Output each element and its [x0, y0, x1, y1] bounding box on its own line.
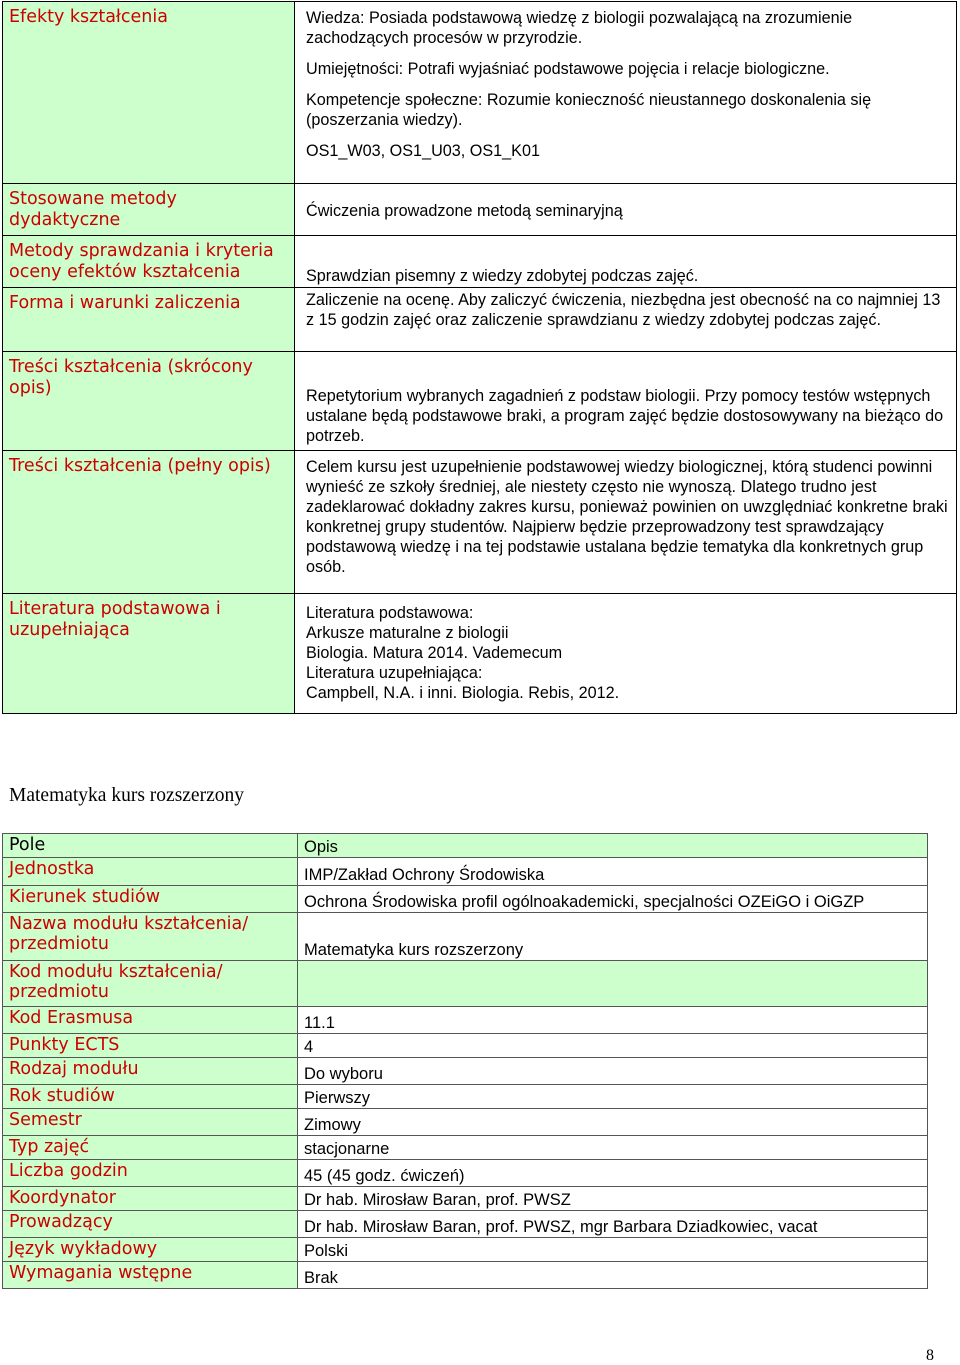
value-line: Kompetencje społeczne: Rozumie konieczność nieustannego doskonalenia się (poszerzania wiedzy). [306, 91, 872, 129]
course-details-table [2, 1, 957, 714]
table-row [3, 1160, 928, 1187]
value-line: Literatura podstawowa: [306, 604, 474, 622]
table-row [3, 288, 957, 352]
row-label: Wymagania wstępne [3, 1262, 298, 1289]
table-row [3, 961, 928, 1007]
row-value: Ochrona Środowiska profil ogólnoakademicki, specjalności OZEiGO i OiGZP [298, 886, 928, 913]
table-row [3, 1136, 928, 1160]
table-row [3, 594, 957, 714]
row-value [295, 288, 957, 352]
table-row [3, 1262, 928, 1289]
row-value: stacjonarne [298, 1136, 928, 1160]
row-value: IMP/Zakład Ochrony Środowiska [298, 858, 928, 886]
row-label: Nazwa modułu kształcenia/ przedmiotu [3, 913, 298, 961]
page-number: 8 [926, 1347, 934, 1364]
row-label: Język wykładowy [3, 1238, 298, 1262]
row-label: Prowadzący [3, 1211, 298, 1238]
value-line: Arkusze maturalne z biologii [306, 624, 509, 642]
row-label: Kierunek studiów [3, 886, 298, 913]
row-label: Stosowane metody dydaktyczne [3, 184, 295, 236]
table-row [3, 1085, 928, 1109]
row-label: Metody sprawdzania i kryteria oceny efektów kształcenia [3, 236, 295, 288]
value-line: Ćwiczenia prowadzone metodą seminaryjną [306, 201, 623, 220]
row-value: 11.1 [298, 1007, 928, 1034]
row-value: 4 [298, 1034, 928, 1058]
value-line: Umiejętności: Potrafi wyjaśniać podstawowe pojęcia i relacje biologiczne. [306, 60, 830, 78]
table-row [3, 352, 957, 451]
row-value [298, 961, 928, 1007]
row-value: Brak [298, 1262, 928, 1289]
row-value: Do wyboru [298, 1058, 928, 1085]
value-line: Zaliczenie na ocenę. Aby zaliczyć ćwiczenia, niezbędna jest obecność na co najmniej 13 z 15 godzin zajęć oraz zaliczenie sprawdzianu z wiedzy zdobytej podczas zajęć. [306, 291, 941, 329]
row-label: Typ zajęć [3, 1136, 298, 1160]
table-row [3, 1109, 928, 1136]
table-row [3, 2, 957, 184]
row-label: Efekty kształcenia [3, 2, 295, 184]
table-row [3, 1007, 928, 1034]
table-row [3, 236, 957, 288]
row-label: Koordynator [3, 1187, 298, 1211]
row-value [295, 2, 957, 184]
row-value: Zimowy [298, 1109, 928, 1136]
header-label: Pole [3, 834, 298, 858]
row-value [295, 352, 957, 451]
value-line: Campbell, N.A. i inni. Biologia. Rebis, 2012. [306, 684, 620, 702]
row-value: Polski [298, 1238, 928, 1262]
row-label: Liczba godzin [3, 1160, 298, 1187]
table-row [3, 1238, 928, 1262]
table-row [3, 1211, 928, 1238]
row-value: Pierwszy [298, 1085, 928, 1109]
value-line: Wiedza: Posiada podstawową wiedzę z biologii pozwalającą na zrozumienie zachodzących procesów w przyrodzie. [306, 9, 853, 47]
row-label: Semestr [3, 1109, 298, 1136]
table-row [3, 1058, 928, 1085]
row-value [295, 236, 957, 288]
row-label: Treści kształcenia (skrócony opis) [3, 352, 295, 451]
table-row [3, 1187, 928, 1211]
row-value: 45 (45 godz. ćwiczeń) [298, 1160, 928, 1187]
value-line: Celem kursu jest uzupełnienie podstawowej wiedzy biologicznej, którą studenci powinni wynieść ze szkoły średniej, ale niestety często nie wynoszą. Dlatego trudno jest zadeklarować dokładny zakres kursu, ponieważ powinien on uwzględniać konkretne braki konkretnej grupy studentów. Najpierw będzie przeprowadzony test sprawdzający podstawową wiedzę i na tej podstawie ustalana będzie tematyka dla konkretnych grup osób. [306, 458, 948, 576]
table-row [3, 858, 928, 886]
row-label: Kod modułu kształcenia/ przedmiotu [3, 961, 298, 1007]
row-value: Dr hab. Mirosław Baran, prof. PWSZ [298, 1187, 928, 1211]
table-row [3, 184, 957, 236]
row-label: Treści kształcenia (pełny opis) [3, 451, 295, 594]
row-value [295, 184, 957, 236]
row-label: Literatura podstawowa i uzupełniająca [3, 594, 295, 714]
value-line: Sprawdzian pisemny z wiedzy zdobytej podczas zajęć. [306, 267, 699, 285]
row-label: Rok studiów [3, 1085, 298, 1109]
header-value: Opis [298, 834, 928, 858]
row-value: Matematyka kurs rozszerzony [298, 913, 928, 961]
table-row [3, 451, 957, 594]
row-label: Punkty ECTS [3, 1034, 298, 1058]
table-row [3, 886, 928, 913]
value-line: OS1_W03, OS1_U03, OS1_K01 [306, 142, 540, 160]
row-label: Jednostka [3, 858, 298, 886]
table-header-row [3, 834, 928, 858]
row-label: Forma i warunki zaliczenia [3, 288, 295, 352]
value-line: Biologia. Matura 2014. Vademecum [306, 644, 563, 662]
row-value: Dr hab. Mirosław Baran, prof. PWSZ, mgr Barbara Dziadkowiec, vacat [298, 1211, 928, 1238]
table-row [3, 1034, 928, 1058]
section-title: Matematyka kurs rozszerzony [9, 785, 244, 806]
row-label: Rodzaj modułu [3, 1058, 298, 1085]
value-line: Repetytorium wybranych zagadnień z podstaw biologii. Przy pomocy testów wstępnych ustalane będą podstawowe braki, a program zajęć będzie dostosowywany na bieżąco do potrzeb. [306, 387, 944, 445]
module-info-table [2, 833, 928, 1289]
row-label: Kod Erasmusa [3, 1007, 298, 1034]
value-line: Literatura uzupełniająca: [306, 664, 483, 682]
row-value [295, 451, 957, 594]
row-value [295, 594, 957, 714]
table-row [3, 913, 928, 961]
